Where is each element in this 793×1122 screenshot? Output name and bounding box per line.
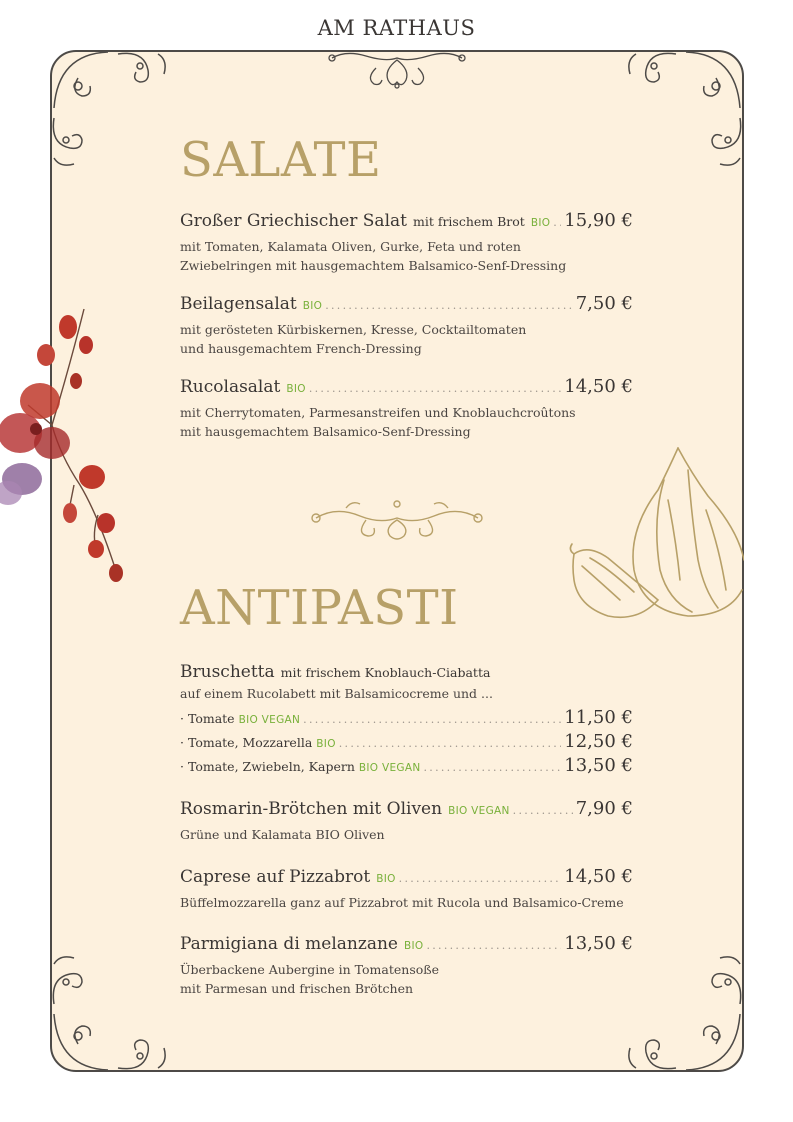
dot-leader: [513, 804, 573, 817]
item-price: 13,50 €: [564, 933, 633, 954]
dot-leader: [325, 299, 573, 312]
item-name: Großer Griechischer Salat: [180, 211, 407, 231]
dot-leader: [426, 939, 561, 952]
ornament-top: [326, 46, 468, 92]
ornament-divider: [306, 496, 488, 546]
bio-tag: BIO: [376, 873, 396, 885]
item-description: Grüne und Kalamata BIO Oliven: [180, 827, 385, 842]
section-title-salate: SALATE: [180, 132, 382, 188]
menu-item-caprese: [180, 866, 633, 912]
flower-branch-illustration: [0, 305, 130, 590]
corner-ornament-top-left: [48, 48, 168, 178]
option-row: [180, 731, 633, 755]
item-description: mit Parmesan und frischen Brötchen: [180, 981, 414, 996]
item-name: Rosmarin-Brötchen mit Oliven: [180, 799, 443, 819]
item-price: 11,50 €: [564, 707, 633, 728]
item-price: 7,50 €: [575, 293, 633, 314]
bio-tag: BIO: [403, 940, 424, 952]
item-description: und hausgemachtem French-Dressing: [180, 341, 422, 356]
bio-tag: BIO: [530, 217, 551, 229]
item-description: Zwiebelringen mit hausgemachtem Balsamico-Senf-Dressing: [180, 258, 567, 273]
dot-leader: [424, 761, 562, 774]
dot-leader: [399, 872, 562, 885]
item-description: mit Tomaten, Kalamata Oliven, Gurke, Feta und roten: [180, 239, 521, 254]
corner-ornament-bottom-left: [48, 944, 168, 1074]
item-price: 7,90 €: [575, 798, 633, 819]
item-description: mit hausgemachtem Balsamico-Senf-Dressing: [180, 424, 471, 439]
item-name: Rucolasalat: [180, 377, 281, 397]
item-description: mit gerösteten Kürbiskernen, Kresse, Cocktailtomaten: [180, 322, 527, 337]
item-price: 15,90 €: [564, 210, 633, 231]
garlic-illustration: [568, 440, 744, 630]
item-price: 14,50 €: [564, 866, 633, 887]
restaurant-name: AM RATHAUS: [317, 16, 476, 40]
item-description: auf einem Rucolabett mit Balsamicocreme und ...: [180, 686, 493, 701]
menu-item-rucolasalat: [180, 376, 633, 441]
bio-tag: BIO VEGAN: [448, 805, 510, 817]
bio-tag: BIO: [286, 383, 306, 395]
item-name: Bruschetta: [180, 662, 275, 682]
item-name: Caprese auf Pizzabrot: [180, 867, 371, 887]
item-price: 14,50 €: [564, 376, 633, 397]
option-row: [180, 755, 633, 779]
bio-tag: BIO VEGAN: [358, 762, 421, 774]
menu-item-bruschetta: [180, 662, 633, 779]
dot-leader: [303, 713, 561, 726]
item-description: mit Cherrytomaten, Parmesanstreifen und Knoblauchcroûtons: [180, 405, 576, 420]
item-price: 13,50 €: [564, 755, 633, 776]
menu-item-rosmarin-broetchen: [180, 798, 633, 844]
option-label: · Tomate: [180, 711, 235, 726]
item-price: 12,50 €: [564, 731, 633, 752]
menu-item-parmigiana: [180, 933, 633, 998]
option-label: · Tomate, Mozzarella: [180, 735, 313, 750]
dot-leader: [339, 737, 562, 750]
item-subtitle: mit frischem Knoblauch-Ciabatta: [280, 665, 491, 680]
menu-item-griechischer-salat: [180, 210, 633, 275]
option-label: · Tomate, Zwiebeln, Kapern: [180, 759, 355, 774]
item-subtitle: mit frischem Brot: [412, 214, 525, 229]
bio-tag: BIO: [316, 738, 336, 750]
menu-item-beilagensalat: [180, 293, 633, 358]
dot-leader: [309, 382, 561, 395]
option-row: [180, 707, 633, 731]
item-description: Büffelmozzarella ganz auf Pizzabrot mit Rucola und Balsamico-Creme: [180, 895, 624, 910]
dot-leader: [553, 216, 561, 229]
section-title-antipasti: ANTIPASTI: [180, 580, 459, 636]
corner-ornament-bottom-right: [626, 944, 746, 1074]
bio-tag: BIO VEGAN: [238, 714, 301, 726]
bio-tag: BIO: [302, 300, 323, 312]
item-description: Überbackene Aubergine in Tomatensoße: [180, 962, 440, 977]
item-name: Parmigiana di melanzane: [180, 934, 398, 954]
corner-ornament-top-right: [626, 48, 746, 178]
item-name: Beilagensalat: [180, 294, 297, 314]
